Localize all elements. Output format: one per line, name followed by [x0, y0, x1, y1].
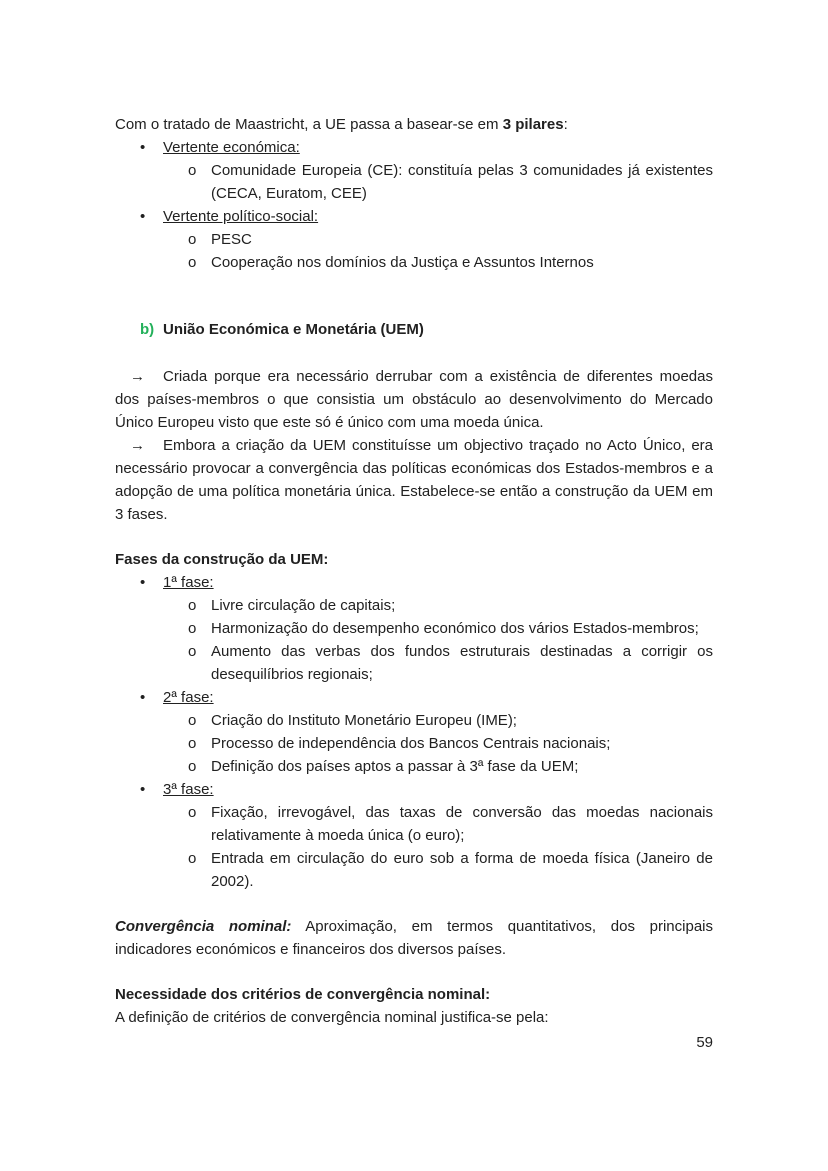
fases-heading: Fases da construção da UEM:: [115, 551, 329, 568]
sub-bullet-item: [115, 251, 713, 274]
sub-bullet-item: [115, 228, 713, 251]
sub-bullet-icon: o: [188, 643, 197, 660]
intro-bold-text: 3 pilares: [502, 116, 564, 133]
sub-bullet-item: [115, 617, 713, 640]
bullet-label: 2ª fase:: [163, 689, 214, 706]
right-arrow-icon: →: [130, 368, 145, 385]
sub-bullet-text: Comunidade Europeia (CE): constituía pelas 3 comunidades já existentes (CECA, Euratom, CEE): [211, 162, 713, 202]
sub-bullet-item: [115, 847, 713, 893]
sub-bullet-icon: o: [188, 254, 197, 271]
sub-bullet-text: Cooperação nos domínios da Justiça e Assuntos Internos: [211, 254, 594, 271]
sub-bullet-item: [115, 594, 713, 617]
sub-bullet-item: [115, 709, 713, 732]
bullet-label: Vertente político-social:: [163, 208, 319, 225]
term-definition: Aproximação, em termos quantitativos, dos principais indicadores económicos e financeiros dos diversos países.: [115, 918, 713, 958]
page-number: 59: [696, 1034, 713, 1051]
paragraph-text: Embora a criação da UEM constituísse um objectivo traçado no Acto Único, era necessário provocar a convergência das políticas económicas dos Estados-membros e a adopção de uma política monetária única. Estabelece-se então a construção da UEM em 3 fases.: [115, 437, 713, 523]
sub-bullet-item: [115, 755, 713, 778]
sub-bullet-text: Livre circulação de capitais;: [211, 597, 396, 614]
sub-bullet-text: Aumento das verbas dos fundos estruturais destinadas a corrigir os desequilíbrios regionais;: [211, 643, 713, 683]
bullet-icon: •: [140, 781, 146, 798]
necessidade-body: A definição de critérios de convergência nominal justifica-se pela:: [115, 1009, 549, 1026]
sub-bullet-text: PESC: [211, 231, 252, 248]
sub-bullet-icon: o: [188, 758, 197, 775]
sub-bullet-item: [115, 640, 713, 686]
bullet-item-vertente-economica: [115, 136, 713, 159]
sub-bullet-text: Definição dos países aptos a passar à 3ª fase da UEM;: [211, 758, 579, 775]
paragraph-text: Criada porque era necessário derrubar com a existência de diferentes moedas dos países-membros o que consistia um obstáculo ao desenvolvimento do Mercado Único Europeu visto que este só é único com uma moeda única.: [115, 368, 713, 431]
bullet-icon: •: [140, 689, 146, 706]
right-arrow-icon: →: [130, 437, 145, 454]
sub-bullet-icon: o: [188, 850, 197, 867]
bullet-item-fase-3: [115, 778, 713, 801]
intro-suffix: :: [563, 116, 568, 133]
page-content: [115, 113, 713, 1054]
sub-bullet-icon: o: [188, 804, 197, 821]
term-label: Convergência nominal:: [115, 918, 292, 935]
sub-bullet-text: Processo de independência dos Bancos Centrais nacionais;: [211, 735, 611, 752]
bullet-label: 1ª fase:: [163, 574, 214, 591]
section-title: União Económica e Monetária (UEM): [163, 321, 424, 338]
bullet-icon: •: [140, 208, 146, 225]
bullet-item-vertente-politico-social: [115, 205, 713, 228]
necessidade-heading: Necessidade dos critérios de convergência nominal:: [115, 986, 491, 1003]
intro-paragraph: [115, 113, 713, 136]
sub-bullet-text: Criação do Instituto Monetário Europeu (IME);: [211, 712, 517, 729]
arrow-paragraph: [115, 434, 713, 526]
sub-bullet-icon: o: [188, 597, 197, 614]
sub-bullet-icon: o: [188, 712, 197, 729]
sub-bullet-icon: o: [188, 162, 197, 179]
term-definition-paragraph: [115, 915, 713, 961]
sub-bullet-item: [115, 801, 713, 847]
bullet-label: Vertente económica:: [163, 139, 300, 156]
bullet-label: 3ª fase:: [163, 781, 214, 798]
sub-bullet-icon: o: [188, 231, 197, 248]
section-heading-uem: [115, 318, 713, 341]
arrow-paragraph: [115, 365, 713, 434]
bullet-item-fase-2: [115, 686, 713, 709]
section-marker: b): [140, 321, 155, 338]
bullet-item-fase-1: [115, 571, 713, 594]
bullet-icon: •: [140, 574, 146, 591]
sub-bullet-icon: o: [188, 735, 197, 752]
sub-bullet-text: Entrada em circulação do euro sob a forma de moeda física (Janeiro de 2002).: [211, 850, 713, 890]
sub-bullet-item: [115, 159, 713, 205]
bullet-icon: •: [140, 139, 146, 156]
sub-bullet-text: Harmonização do desempenho económico dos vários Estados-membros;: [211, 620, 699, 637]
sub-bullet-icon: o: [188, 620, 197, 637]
intro-text: Com o tratado de Maastricht, a UE passa a basear-se em: [115, 116, 503, 133]
sub-bullet-item: [115, 732, 713, 755]
sub-bullet-text: Fixação, irrevogável, das taxas de conversão das moedas nacionais relativamente à moeda única (o euro);: [211, 804, 713, 844]
